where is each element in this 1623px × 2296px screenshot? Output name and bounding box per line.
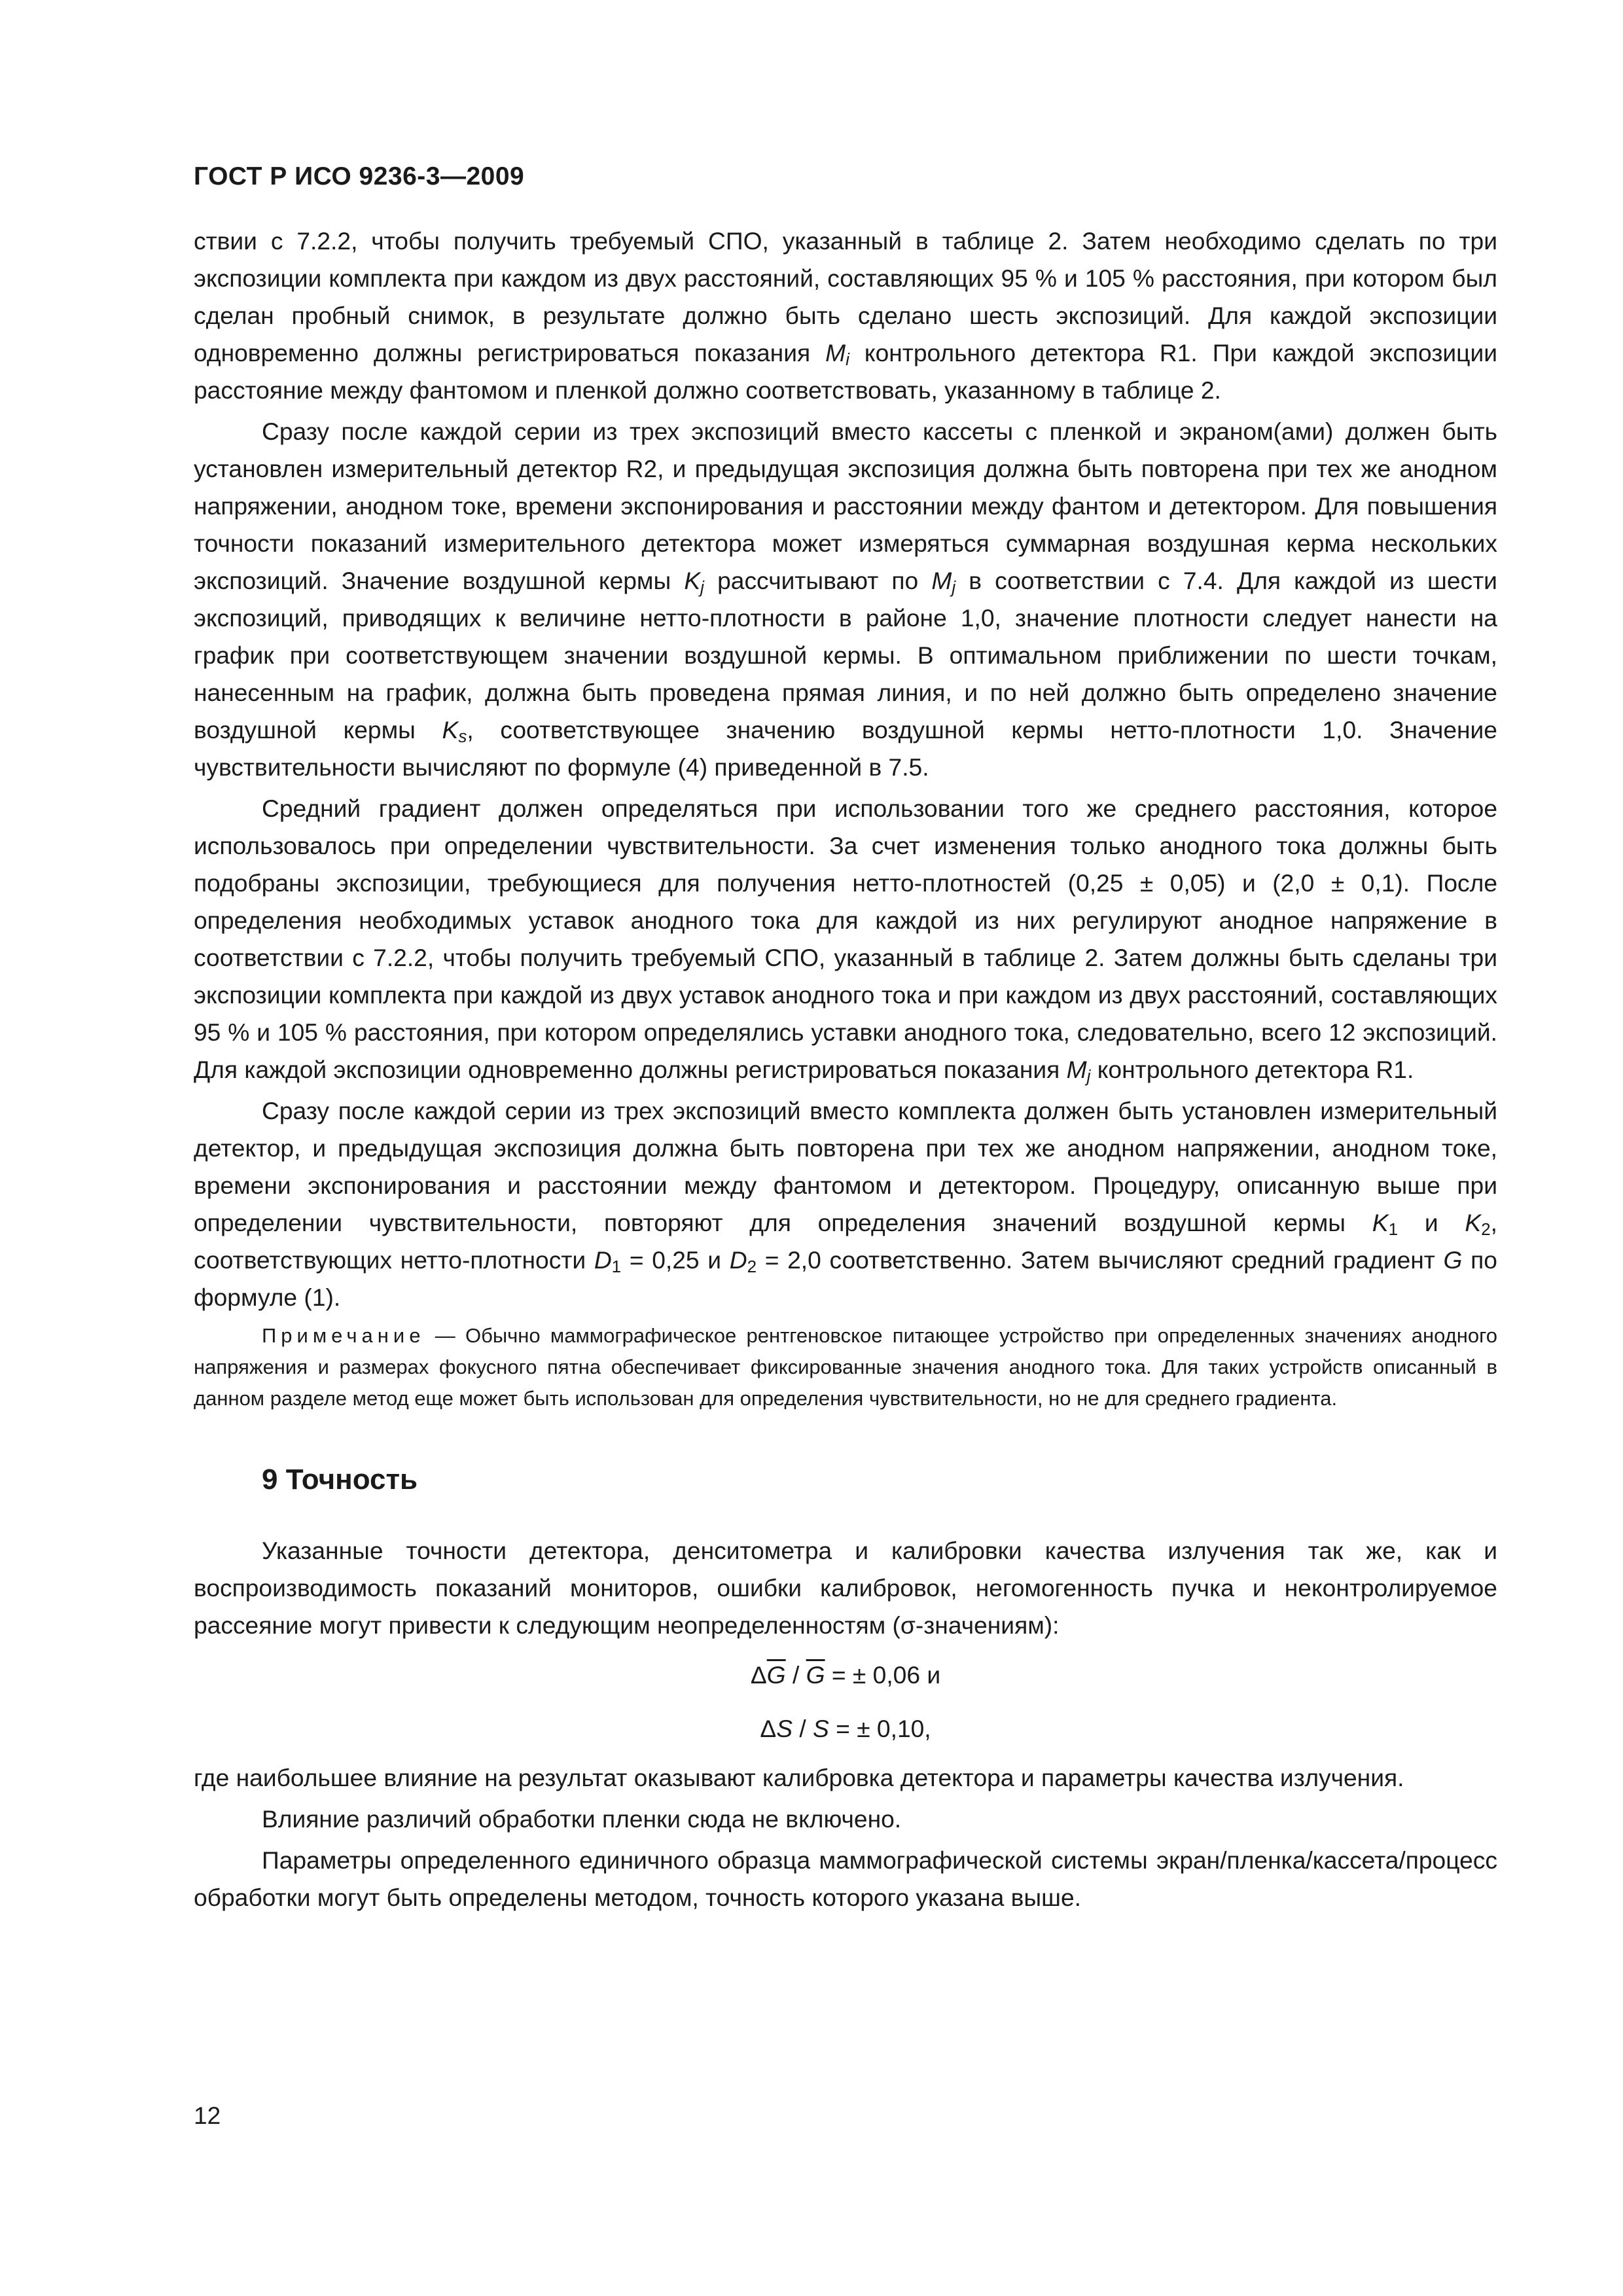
variable-g-mean: $\overline{G}$ — [806, 1661, 825, 1689]
subscript: s — [458, 726, 467, 746]
page-number: 12 — [194, 2102, 221, 2129]
paragraph-text: контрольного детектора R1. — [1097, 1056, 1414, 1083]
subscript: i — [846, 350, 849, 369]
variable-d: D — [729, 1246, 747, 1274]
document-header: ГОСТ Р ИСО 9236-3—2009 — [194, 162, 525, 190]
variable-s: S — [813, 1715, 829, 1742]
paragraph-continuation — [194, 223, 1497, 409]
paragraph-text: ствии с 7.2.2, чтобы получить требуемый СПО, указанный в таблице 2. Затем необходимо сделать по три экспозиции комплекта при каждом из двух расстояний, составляющих 95 % и 105 % расстояния, при котором был сделан пробный снимок, в результате должно быть сделано шесть экспозиций. Для каждой экспозиции одновременно должны регистрироваться показания — [194, 227, 1497, 367]
variable-m: M — [931, 567, 952, 594]
section-heading: 9 Точность — [262, 1463, 418, 1496]
note — [194, 1320, 1497, 1414]
delta-symbol: Δ — [760, 1715, 777, 1742]
variable-g: G — [1443, 1246, 1463, 1274]
subscript: j — [700, 577, 704, 597]
paragraph-influence: где наибольшее влияние на результат оказывают калибровка детектора и параметры качества излучения. — [194, 1764, 1404, 1791]
variable-k: K — [1372, 1209, 1389, 1236]
paragraph-detector-r2 — [194, 413, 1497, 786]
paragraph-text: рассчитывают по — [717, 567, 919, 594]
paragraph-mean-gradient — [194, 790, 1497, 1088]
paragraph-text: Сразу после каждой серии из трех экспозиций вместо комплекта должен быть установлен измерительный детектор, и предыдущая экспозиция должна быть повторена при тех же анодном напряжении, анодном токе, времени экспонирования и расстоянии между фантомом и детектором. Процедуру, описанную выше при определении чувствительности, повторяют для определения значений воздушной кермы — [194, 1097, 1497, 1236]
paragraph-text: по формуле (1). — [194, 1246, 1497, 1311]
paragraph-text: , соответствующее значению воздушной кермы нетто-плотности 1,0. Значение чувствительности вычисляют по формуле (4) приведенной в 7.5. — [194, 716, 1497, 781]
slash: / — [793, 1715, 813, 1742]
slash: / — [785, 1661, 806, 1689]
paragraph-parameters: Параметры определенного единичного образца маммографической системы экран/пленка/кассета/процесс обработки могут быть определены методом, точность которого указана выше. — [194, 1846, 1497, 1911]
subscript: j — [1086, 1066, 1091, 1086]
variable-d: D — [594, 1246, 612, 1274]
paragraph-text: Сразу после каждой серии из трех экспозиций вместо кассеты с пленкой и экраном(ами) должен быть установлен измерительный детектор R2, и предыдущая экспозиция должна быть повторена при тех же анодном напряжении, анодном токе, времени экспонирования и расстоянии между фантом и детектором. Для повышения точности показаний измерительного детектора может измеряться суммарная воздушная керма нескольких экспозиций. Значение воздушной кермы — [194, 418, 1497, 594]
subscript: 2 — [1481, 1219, 1491, 1239]
subscript: 2 — [747, 1257, 757, 1276]
formula-gradient — [194, 1652, 1497, 1698]
paragraph-text: контрольного детектора R1. При каждой экспозиции расстояние между фантомом и пленкой должно соответствовать, указанному в таблице 2. — [194, 339, 1497, 404]
formula-sensitivity — [194, 1706, 1497, 1751]
subscript: 1 — [611, 1257, 622, 1276]
paragraph-text: в соответствии с 7.4. Для каждой из шести экспозиций, приводящих к величине нетто-плотности в районе 1,0, значение плотности следует нанести на график при соответствующем значении воздушной кермы. В оптимальном приближении по шести точкам, нанесенным на график, должна быть проведена прямая линия, и по ней должно быть определено значение воздушной кермы — [194, 567, 1497, 744]
variable-k: K — [684, 567, 701, 594]
delta-symbol: Δ — [750, 1661, 767, 1689]
paragraph-text: Средний градиент должен определяться при использовании того же среднего расстояния, которое использовалось при определении чувствительности. За счет изменения только анодного тока должны быть подобраны экспозиции, требующиеся для получения нетто-плотностей (0,25 ± 0,05) и (2,0 ± 0,1). После определения необходимых уставок анодного тока для каждой из них регулируют анодное напряжение в соответствии с 7.2.2, чтобы получить требуемый СПО, указанный в таблице 2. Затем должны быть сделаны три экспозиции комплекта при каждой из двух уставок анодного тока и при каждом из двух расстояний, составляющих 95 % и 105 % расстояния, при котором определялись уставки анодного тока, следовательно, всего 12 экспозиций. Для каждой экспозиции одновременно должны регистрироваться показания — [194, 795, 1497, 1083]
paragraph-film-processing: Влияние различий обработки пленки сюда не включено. — [262, 1805, 902, 1833]
paragraph-accuracy: Указанные точности детектора, денситометра и калибровки качества излучения так же, как и воспроизводимость показаний мониторов, ошибки калибровок, негомогенность пучка и неконтролируемое рассеяние могут привести к следующим неопределенностям (σ-значениям): — [194, 1537, 1497, 1639]
paragraph-text: , соответствующих нетто-плотности — [194, 1209, 1497, 1274]
paragraph-text: = 2,0 соответственно. Затем вычисляют средний градиент — [764, 1246, 1435, 1274]
variable-k: K — [1465, 1209, 1482, 1236]
variable-s: S — [776, 1715, 793, 1742]
document-body — [194, 223, 1497, 1920]
formula-value: = ± 0,06 и — [825, 1661, 941, 1689]
conjunction: и — [1424, 1209, 1438, 1236]
note-label: Примечание — [262, 1324, 425, 1347]
variable-m: M — [1066, 1056, 1087, 1083]
note-text: — Обычно маммографическое рентгеновское питающее устройство при определенных значениях анодного напряжения и размерах фокусного пятна обеспечивает фиксированные значения анодного тока. Для таких устройств описанный в данном разделе метод еще может быть использован для определения чувствительности, но не для среднего градиента. — [194, 1324, 1497, 1410]
paragraph-text: = 0,25 и — [629, 1246, 722, 1274]
subscript: j — [952, 577, 956, 597]
variable-g-mean: $\overline{G}$ — [766, 1661, 786, 1689]
subscript: 1 — [1388, 1219, 1399, 1239]
formula-value: = ± 0,10, — [829, 1715, 931, 1742]
variable-k: K — [442, 716, 459, 744]
paragraph-procedure — [194, 1092, 1497, 1316]
variable-m: M — [825, 339, 846, 367]
